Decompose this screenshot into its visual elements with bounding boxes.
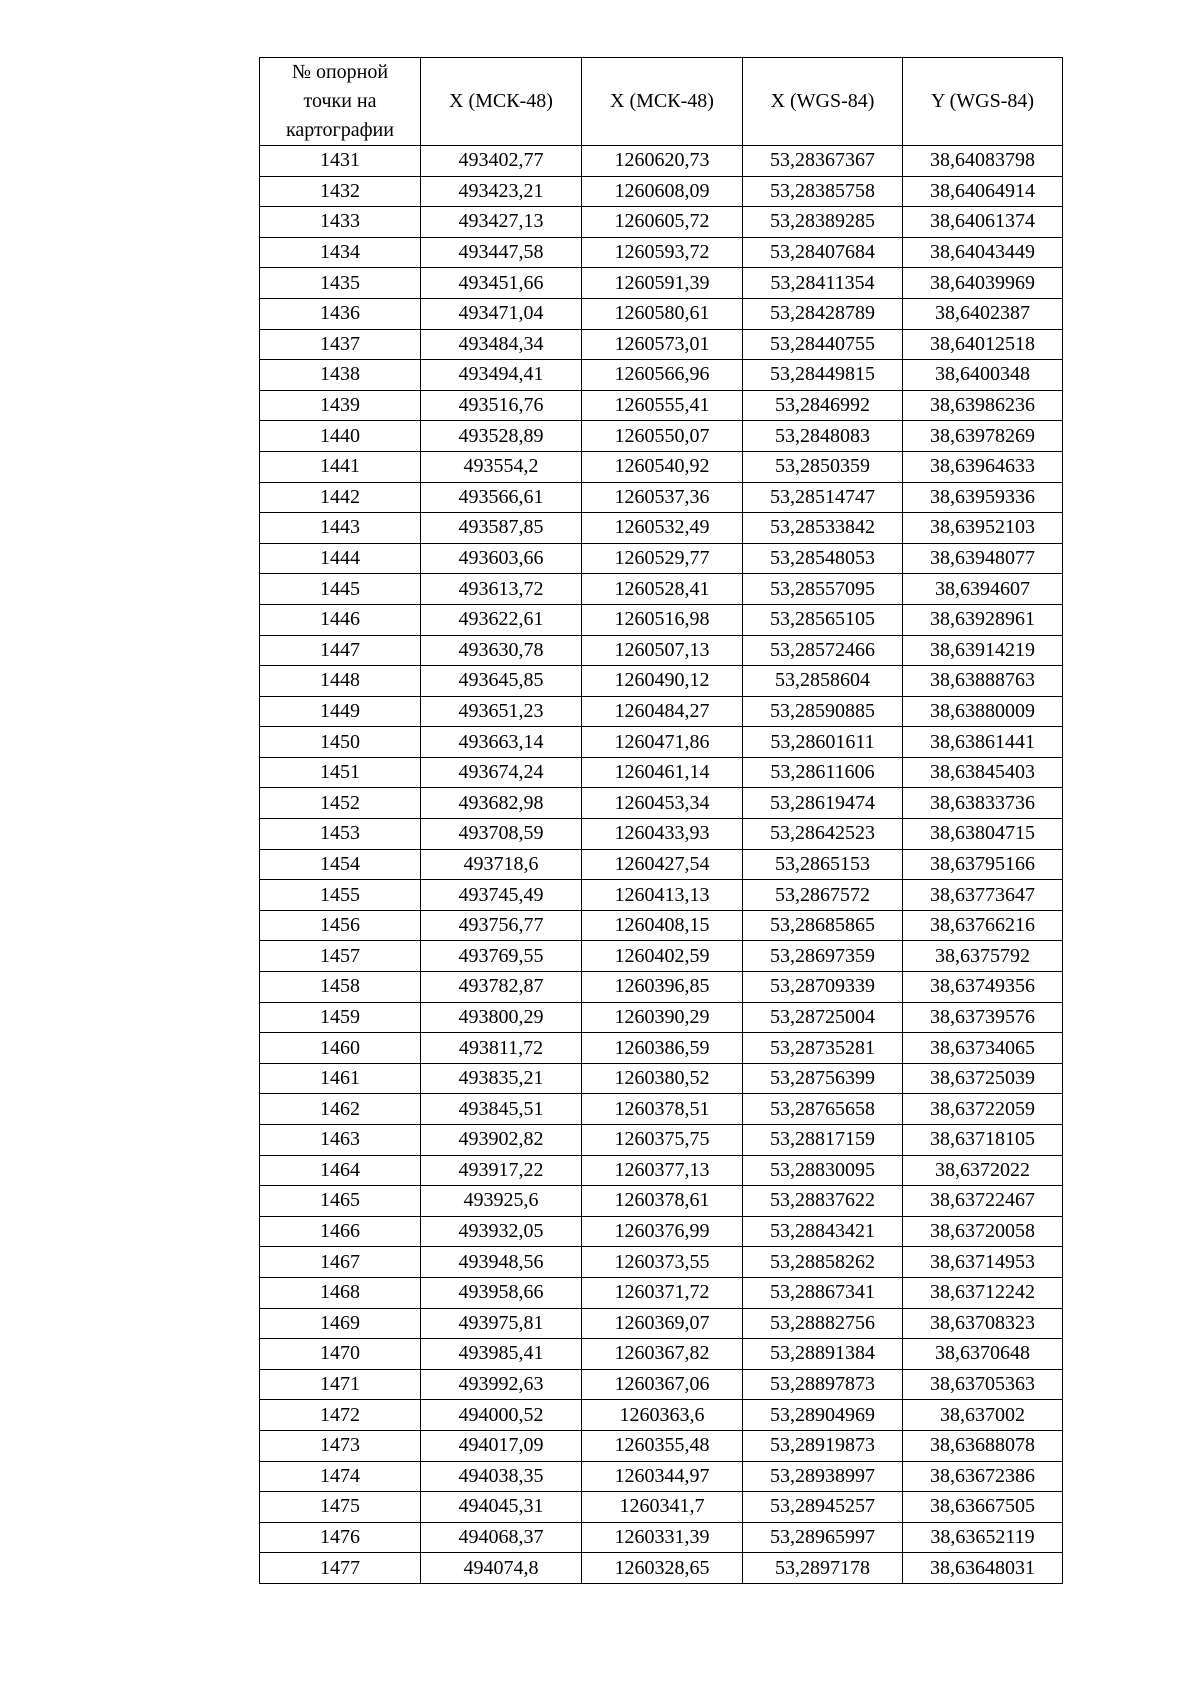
cell-x-msk48-second: 1260593,72 (582, 237, 743, 268)
cell-x-msk48-first: 493925,6 (421, 1186, 582, 1217)
cell-y-wgs84: 38,63773647 (903, 880, 1063, 911)
cell-x-wgs84: 53,28843421 (743, 1216, 903, 1247)
cell-x-wgs84: 53,2848083 (743, 421, 903, 452)
table-row (260, 696, 1063, 727)
cell-x-msk48-second: 1260341,7 (582, 1492, 743, 1523)
table-row (260, 1308, 1063, 1339)
table-row (260, 1033, 1063, 1064)
cell-x-msk48-second: 1260580,61 (582, 298, 743, 329)
table-row (260, 819, 1063, 850)
cell-x-wgs84: 53,28642523 (743, 819, 903, 850)
cell-x-wgs84: 53,28619474 (743, 788, 903, 819)
cell-y-wgs84: 38,63718105 (903, 1125, 1063, 1156)
header-point-number (260, 58, 421, 146)
cell-point-number: 1447 (260, 635, 421, 666)
cell-x-wgs84: 53,2865153 (743, 849, 903, 880)
table-row (260, 1094, 1063, 1125)
cell-point-number: 1434 (260, 237, 421, 268)
cell-x-msk48-second: 1260537,36 (582, 482, 743, 513)
cell-x-wgs84: 53,28601611 (743, 727, 903, 758)
cell-point-number: 1454 (260, 849, 421, 880)
cell-x-msk48-second: 1260528,41 (582, 574, 743, 605)
cell-x-wgs84: 53,28557095 (743, 574, 903, 605)
cell-point-number: 1446 (260, 604, 421, 635)
cell-y-wgs84: 38,63749356 (903, 972, 1063, 1003)
cell-x-wgs84: 53,28565105 (743, 604, 903, 635)
cell-point-number: 1458 (260, 972, 421, 1003)
table-row (260, 1247, 1063, 1278)
cell-y-wgs84: 38,63959336 (903, 482, 1063, 513)
cell-point-number: 1464 (260, 1155, 421, 1186)
cell-x-msk48-first: 493975,81 (421, 1308, 582, 1339)
header-x-msk48-first: X (МСК-48) (421, 58, 582, 146)
cell-point-number: 1463 (260, 1125, 421, 1156)
cell-point-number: 1462 (260, 1094, 421, 1125)
cell-x-msk48-second: 1260373,55 (582, 1247, 743, 1278)
cell-point-number: 1439 (260, 390, 421, 421)
table-row (260, 1125, 1063, 1156)
cell-x-msk48-second: 1260380,52 (582, 1063, 743, 1094)
cell-y-wgs84: 38,63734065 (903, 1033, 1063, 1064)
cell-point-number: 1469 (260, 1308, 421, 1339)
cell-point-number: 1452 (260, 788, 421, 819)
cell-y-wgs84: 38,63708323 (903, 1308, 1063, 1339)
cell-x-msk48-second: 1260550,07 (582, 421, 743, 452)
cell-y-wgs84: 38,63714953 (903, 1247, 1063, 1278)
cell-x-msk48-first: 493708,59 (421, 819, 582, 850)
cell-x-msk48-second: 1260371,72 (582, 1277, 743, 1308)
table-row (260, 360, 1063, 391)
cell-point-number: 1465 (260, 1186, 421, 1217)
cell-x-wgs84: 53,28756399 (743, 1063, 903, 1094)
cell-x-wgs84: 53,28572466 (743, 635, 903, 666)
cell-x-msk48-first: 493682,98 (421, 788, 582, 819)
table-row (260, 1186, 1063, 1217)
cell-x-msk48-second: 1260427,54 (582, 849, 743, 880)
table-row (260, 727, 1063, 758)
cell-y-wgs84: 38,63978269 (903, 421, 1063, 452)
cell-x-msk48-first: 493516,76 (421, 390, 582, 421)
cell-x-msk48-second: 1260507,13 (582, 635, 743, 666)
cell-point-number: 1475 (260, 1492, 421, 1523)
cell-point-number: 1476 (260, 1522, 421, 1553)
table-row (260, 237, 1063, 268)
cell-x-wgs84: 53,28882756 (743, 1308, 903, 1339)
cell-x-msk48-first: 493451,66 (421, 268, 582, 299)
table-row (260, 176, 1063, 207)
cell-point-number: 1457 (260, 941, 421, 972)
cell-x-msk48-second: 1260390,29 (582, 1002, 743, 1033)
table-row (260, 451, 1063, 482)
cell-x-msk48-first: 493845,51 (421, 1094, 582, 1125)
table-row (260, 604, 1063, 635)
cell-x-msk48-second: 1260529,77 (582, 543, 743, 574)
cell-x-msk48-second: 1260453,34 (582, 788, 743, 819)
cell-x-wgs84: 53,2897178 (743, 1553, 903, 1584)
table-row (260, 1063, 1063, 1094)
cell-x-msk48-first: 493958,66 (421, 1277, 582, 1308)
cell-x-wgs84: 53,28389285 (743, 207, 903, 238)
table-row (260, 1277, 1063, 1308)
cell-x-msk48-first: 493769,55 (421, 941, 582, 972)
cell-y-wgs84: 38,63722059 (903, 1094, 1063, 1125)
cell-x-msk48-second: 1260540,92 (582, 451, 743, 482)
cell-point-number: 1472 (260, 1400, 421, 1431)
cell-x-wgs84: 53,2858604 (743, 666, 903, 697)
cell-y-wgs84: 38,64061374 (903, 207, 1063, 238)
cell-x-msk48-second: 1260573,01 (582, 329, 743, 360)
cell-x-msk48-second: 1260402,59 (582, 941, 743, 972)
cell-y-wgs84: 38,63667505 (903, 1492, 1063, 1523)
cell-x-wgs84: 53,28367367 (743, 146, 903, 177)
table-row (260, 482, 1063, 513)
cell-x-msk48-second: 1260331,39 (582, 1522, 743, 1553)
cell-x-wgs84: 53,28449815 (743, 360, 903, 391)
cell-y-wgs84: 38,63964633 (903, 451, 1063, 482)
table-row (260, 421, 1063, 452)
cell-x-msk48-first: 493835,21 (421, 1063, 582, 1094)
cell-x-msk48-first: 493985,41 (421, 1339, 582, 1370)
cell-point-number: 1468 (260, 1277, 421, 1308)
cell-point-number: 1449 (260, 696, 421, 727)
table-row (260, 757, 1063, 788)
cell-x-wgs84: 53,28685865 (743, 910, 903, 941)
header-point-number-line-3: картографии (286, 119, 394, 141)
header-row (260, 58, 1063, 146)
cell-x-msk48-second: 1260369,07 (582, 1308, 743, 1339)
cell-point-number: 1440 (260, 421, 421, 452)
cell-x-msk48-second: 1260516,98 (582, 604, 743, 635)
cell-point-number: 1453 (260, 819, 421, 850)
cell-y-wgs84: 38,6370648 (903, 1339, 1063, 1370)
cell-x-msk48-second: 1260566,96 (582, 360, 743, 391)
cell-y-wgs84: 38,63833736 (903, 788, 1063, 819)
cell-point-number: 1433 (260, 207, 421, 238)
cell-x-msk48-first: 493800,29 (421, 1002, 582, 1033)
table-row (260, 513, 1063, 544)
cell-y-wgs84: 38,64043449 (903, 237, 1063, 268)
header-x-wgs84: X (WGS-84) (743, 58, 903, 146)
table-row (260, 1002, 1063, 1033)
cell-x-msk48-first: 494074,8 (421, 1553, 582, 1584)
table-header (260, 58, 1063, 146)
cell-x-wgs84: 53,28385758 (743, 176, 903, 207)
cell-y-wgs84: 38,6402387 (903, 298, 1063, 329)
cell-x-msk48-second: 1260367,06 (582, 1369, 743, 1400)
cell-x-wgs84: 53,28533842 (743, 513, 903, 544)
table-row (260, 1492, 1063, 1523)
cell-y-wgs84: 38,6394607 (903, 574, 1063, 605)
table-row (260, 910, 1063, 941)
table-row (260, 1216, 1063, 1247)
coordinates-table (259, 57, 1063, 1584)
cell-x-msk48-second: 1260605,72 (582, 207, 743, 238)
cell-x-wgs84: 53,28590885 (743, 696, 903, 727)
cell-y-wgs84: 38,6400348 (903, 360, 1063, 391)
cell-point-number: 1455 (260, 880, 421, 911)
table-row (260, 329, 1063, 360)
cell-x-msk48-first: 493484,34 (421, 329, 582, 360)
cell-y-wgs84: 38,63948077 (903, 543, 1063, 574)
table-row (260, 972, 1063, 1003)
cell-y-wgs84: 38,63804715 (903, 819, 1063, 850)
table-row (260, 1369, 1063, 1400)
cell-x-wgs84: 53,28548053 (743, 543, 903, 574)
cell-point-number: 1470 (260, 1339, 421, 1370)
table-body (260, 146, 1063, 1584)
cell-x-msk48-first: 493811,72 (421, 1033, 582, 1064)
cell-point-number: 1474 (260, 1461, 421, 1492)
cell-x-msk48-second: 1260386,59 (582, 1033, 743, 1064)
cell-point-number: 1438 (260, 360, 421, 391)
cell-x-msk48-second: 1260608,09 (582, 176, 743, 207)
cell-x-msk48-second: 1260408,15 (582, 910, 743, 941)
cell-x-msk48-first: 493992,63 (421, 1369, 582, 1400)
cell-x-wgs84: 53,28697359 (743, 941, 903, 972)
cell-point-number: 1444 (260, 543, 421, 574)
cell-y-wgs84: 38,6372022 (903, 1155, 1063, 1186)
cell-x-wgs84: 53,2850359 (743, 451, 903, 482)
cell-x-wgs84: 53,28611606 (743, 757, 903, 788)
cell-y-wgs84: 38,63861441 (903, 727, 1063, 758)
document-page (259, 57, 1063, 1584)
table-row (260, 1461, 1063, 1492)
cell-x-msk48-second: 1260620,73 (582, 146, 743, 177)
cell-x-msk48-second: 1260328,65 (582, 1553, 743, 1584)
cell-x-msk48-second: 1260378,61 (582, 1186, 743, 1217)
cell-point-number: 1432 (260, 176, 421, 207)
table-row (260, 1430, 1063, 1461)
cell-x-wgs84: 53,2867572 (743, 880, 903, 911)
cell-x-msk48-second: 1260461,14 (582, 757, 743, 788)
table-row (260, 543, 1063, 574)
cell-y-wgs84: 38,63795166 (903, 849, 1063, 880)
table-row (260, 849, 1063, 880)
cell-x-wgs84: 53,28938997 (743, 1461, 903, 1492)
cell-point-number: 1467 (260, 1247, 421, 1278)
cell-x-msk48-first: 493613,72 (421, 574, 582, 605)
cell-x-msk48-first: 493471,04 (421, 298, 582, 329)
cell-x-wgs84: 53,28407684 (743, 237, 903, 268)
cell-y-wgs84: 38,63652119 (903, 1522, 1063, 1553)
cell-point-number: 1441 (260, 451, 421, 482)
cell-point-number: 1448 (260, 666, 421, 697)
cell-x-msk48-first: 493566,61 (421, 482, 582, 513)
cell-x-wgs84: 53,28830095 (743, 1155, 903, 1186)
cell-x-msk48-first: 493423,21 (421, 176, 582, 207)
cell-y-wgs84: 38,63720058 (903, 1216, 1063, 1247)
cell-x-wgs84: 53,28765658 (743, 1094, 903, 1125)
table-row (260, 1553, 1063, 1584)
table-row (260, 1339, 1063, 1370)
cell-x-msk48-second: 1260355,48 (582, 1430, 743, 1461)
cell-x-msk48-second: 1260413,13 (582, 880, 743, 911)
cell-x-msk48-first: 493756,77 (421, 910, 582, 941)
cell-x-msk48-first: 493902,82 (421, 1125, 582, 1156)
cell-point-number: 1436 (260, 298, 421, 329)
cell-x-wgs84: 53,28897873 (743, 1369, 903, 1400)
cell-x-msk48-second: 1260378,51 (582, 1094, 743, 1125)
cell-x-msk48-second: 1260471,86 (582, 727, 743, 758)
cell-x-msk48-first: 493622,61 (421, 604, 582, 635)
header-y-wgs84: Y (WGS-84) (903, 58, 1063, 146)
table-row (260, 880, 1063, 911)
cell-x-msk48-second: 1260375,75 (582, 1125, 743, 1156)
cell-x-msk48-second: 1260367,82 (582, 1339, 743, 1370)
cell-y-wgs84: 38,64012518 (903, 329, 1063, 360)
cell-x-wgs84: 53,2846992 (743, 390, 903, 421)
cell-point-number: 1461 (260, 1063, 421, 1094)
cell-x-wgs84: 53,28411354 (743, 268, 903, 299)
cell-point-number: 1443 (260, 513, 421, 544)
cell-x-msk48-first: 493718,6 (421, 849, 582, 880)
cell-x-msk48-first: 494000,52 (421, 1400, 582, 1431)
cell-x-wgs84: 53,28514747 (743, 482, 903, 513)
table-row (260, 146, 1063, 177)
cell-y-wgs84: 38,63914219 (903, 635, 1063, 666)
cell-x-msk48-first: 493663,14 (421, 727, 582, 758)
table-row (260, 574, 1063, 605)
cell-x-msk48-first: 494017,09 (421, 1430, 582, 1461)
cell-y-wgs84: 38,63986236 (903, 390, 1063, 421)
cell-x-msk48-first: 494045,31 (421, 1492, 582, 1523)
cell-y-wgs84: 38,6375792 (903, 941, 1063, 972)
cell-x-msk48-first: 493932,05 (421, 1216, 582, 1247)
table-row (260, 298, 1063, 329)
cell-x-wgs84: 53,28735281 (743, 1033, 903, 1064)
cell-point-number: 1456 (260, 910, 421, 941)
cell-point-number: 1445 (260, 574, 421, 605)
header-x-msk48-second: X (МСК-48) (582, 58, 743, 146)
cell-point-number: 1451 (260, 757, 421, 788)
cell-y-wgs84: 38,63712242 (903, 1277, 1063, 1308)
cell-x-msk48-first: 493494,41 (421, 360, 582, 391)
cell-x-wgs84: 53,28725004 (743, 1002, 903, 1033)
cell-x-wgs84: 53,28428789 (743, 298, 903, 329)
cell-x-msk48-first: 493917,22 (421, 1155, 582, 1186)
cell-x-msk48-second: 1260396,85 (582, 972, 743, 1003)
cell-point-number: 1477 (260, 1553, 421, 1584)
cell-x-msk48-second: 1260490,12 (582, 666, 743, 697)
cell-y-wgs84: 38,637002 (903, 1400, 1063, 1431)
cell-point-number: 1431 (260, 146, 421, 177)
cell-y-wgs84: 38,63766216 (903, 910, 1063, 941)
cell-point-number: 1466 (260, 1216, 421, 1247)
cell-y-wgs84: 38,63845403 (903, 757, 1063, 788)
cell-point-number: 1473 (260, 1430, 421, 1461)
cell-x-msk48-first: 494068,37 (421, 1522, 582, 1553)
cell-x-wgs84: 53,28817159 (743, 1125, 903, 1156)
table-row (260, 788, 1063, 819)
cell-y-wgs84: 38,63739576 (903, 1002, 1063, 1033)
cell-x-msk48-first: 493630,78 (421, 635, 582, 666)
table-row (260, 390, 1063, 421)
cell-x-msk48-first: 493745,49 (421, 880, 582, 911)
header-point-number-line-1: № опорной (291, 61, 389, 83)
cell-x-msk48-second: 1260484,27 (582, 696, 743, 727)
cell-point-number: 1435 (260, 268, 421, 299)
cell-x-wgs84: 53,28709339 (743, 972, 903, 1003)
cell-x-msk48-first: 493948,56 (421, 1247, 582, 1278)
cell-x-msk48-second: 1260377,13 (582, 1155, 743, 1186)
cell-y-wgs84: 38,64064914 (903, 176, 1063, 207)
table-row (260, 635, 1063, 666)
header-point-number-line-2: точки на (303, 90, 377, 112)
table-row (260, 1400, 1063, 1431)
cell-y-wgs84: 38,63722467 (903, 1186, 1063, 1217)
cell-x-msk48-first: 493554,2 (421, 451, 582, 482)
cell-x-msk48-first: 493674,24 (421, 757, 582, 788)
cell-x-msk48-first: 493782,87 (421, 972, 582, 1003)
cell-x-msk48-second: 1260376,99 (582, 1216, 743, 1247)
table-row (260, 1155, 1063, 1186)
cell-x-msk48-first: 493645,85 (421, 666, 582, 697)
table-row (260, 207, 1063, 238)
cell-x-wgs84: 53,28867341 (743, 1277, 903, 1308)
cell-y-wgs84: 38,63688078 (903, 1430, 1063, 1461)
table-row (260, 666, 1063, 697)
cell-x-msk48-first: 493651,23 (421, 696, 582, 727)
cell-y-wgs84: 38,64083798 (903, 146, 1063, 177)
cell-y-wgs84: 38,63888763 (903, 666, 1063, 697)
cell-y-wgs84: 38,63952103 (903, 513, 1063, 544)
cell-y-wgs84: 38,63672386 (903, 1461, 1063, 1492)
cell-x-wgs84: 53,28904969 (743, 1400, 903, 1431)
cell-x-wgs84: 53,28919873 (743, 1430, 903, 1461)
cell-x-msk48-first: 493587,85 (421, 513, 582, 544)
cell-y-wgs84: 38,63725039 (903, 1063, 1063, 1094)
cell-x-msk48-first: 493402,77 (421, 146, 582, 177)
cell-y-wgs84: 38,63648031 (903, 1553, 1063, 1584)
cell-x-wgs84: 53,28891384 (743, 1339, 903, 1370)
cell-y-wgs84: 38,63928961 (903, 604, 1063, 635)
table-row (260, 1522, 1063, 1553)
cell-x-wgs84: 53,28965997 (743, 1522, 903, 1553)
cell-point-number: 1450 (260, 727, 421, 758)
cell-point-number: 1460 (260, 1033, 421, 1064)
cell-point-number: 1459 (260, 1002, 421, 1033)
cell-x-msk48-first: 493447,58 (421, 237, 582, 268)
cell-x-msk48-second: 1260363,6 (582, 1400, 743, 1431)
cell-x-msk48-first: 493603,66 (421, 543, 582, 574)
cell-x-msk48-second: 1260555,41 (582, 390, 743, 421)
cell-x-msk48-second: 1260591,39 (582, 268, 743, 299)
cell-x-msk48-first: 494038,35 (421, 1461, 582, 1492)
cell-y-wgs84: 38,63705363 (903, 1369, 1063, 1400)
cell-point-number: 1437 (260, 329, 421, 360)
cell-x-msk48-first: 493528,89 (421, 421, 582, 452)
cell-y-wgs84: 38,63880009 (903, 696, 1063, 727)
cell-x-wgs84: 53,28837622 (743, 1186, 903, 1217)
cell-point-number: 1471 (260, 1369, 421, 1400)
table-row (260, 268, 1063, 299)
cell-x-msk48-second: 1260344,97 (582, 1461, 743, 1492)
cell-x-wgs84: 53,28858262 (743, 1247, 903, 1278)
table-row (260, 941, 1063, 972)
cell-point-number: 1442 (260, 482, 421, 513)
cell-x-wgs84: 53,28945257 (743, 1492, 903, 1523)
cell-x-wgs84: 53,28440755 (743, 329, 903, 360)
cell-y-wgs84: 38,64039969 (903, 268, 1063, 299)
cell-x-msk48-second: 1260532,49 (582, 513, 743, 544)
cell-x-msk48-second: 1260433,93 (582, 819, 743, 850)
cell-x-msk48-first: 493427,13 (421, 207, 582, 238)
